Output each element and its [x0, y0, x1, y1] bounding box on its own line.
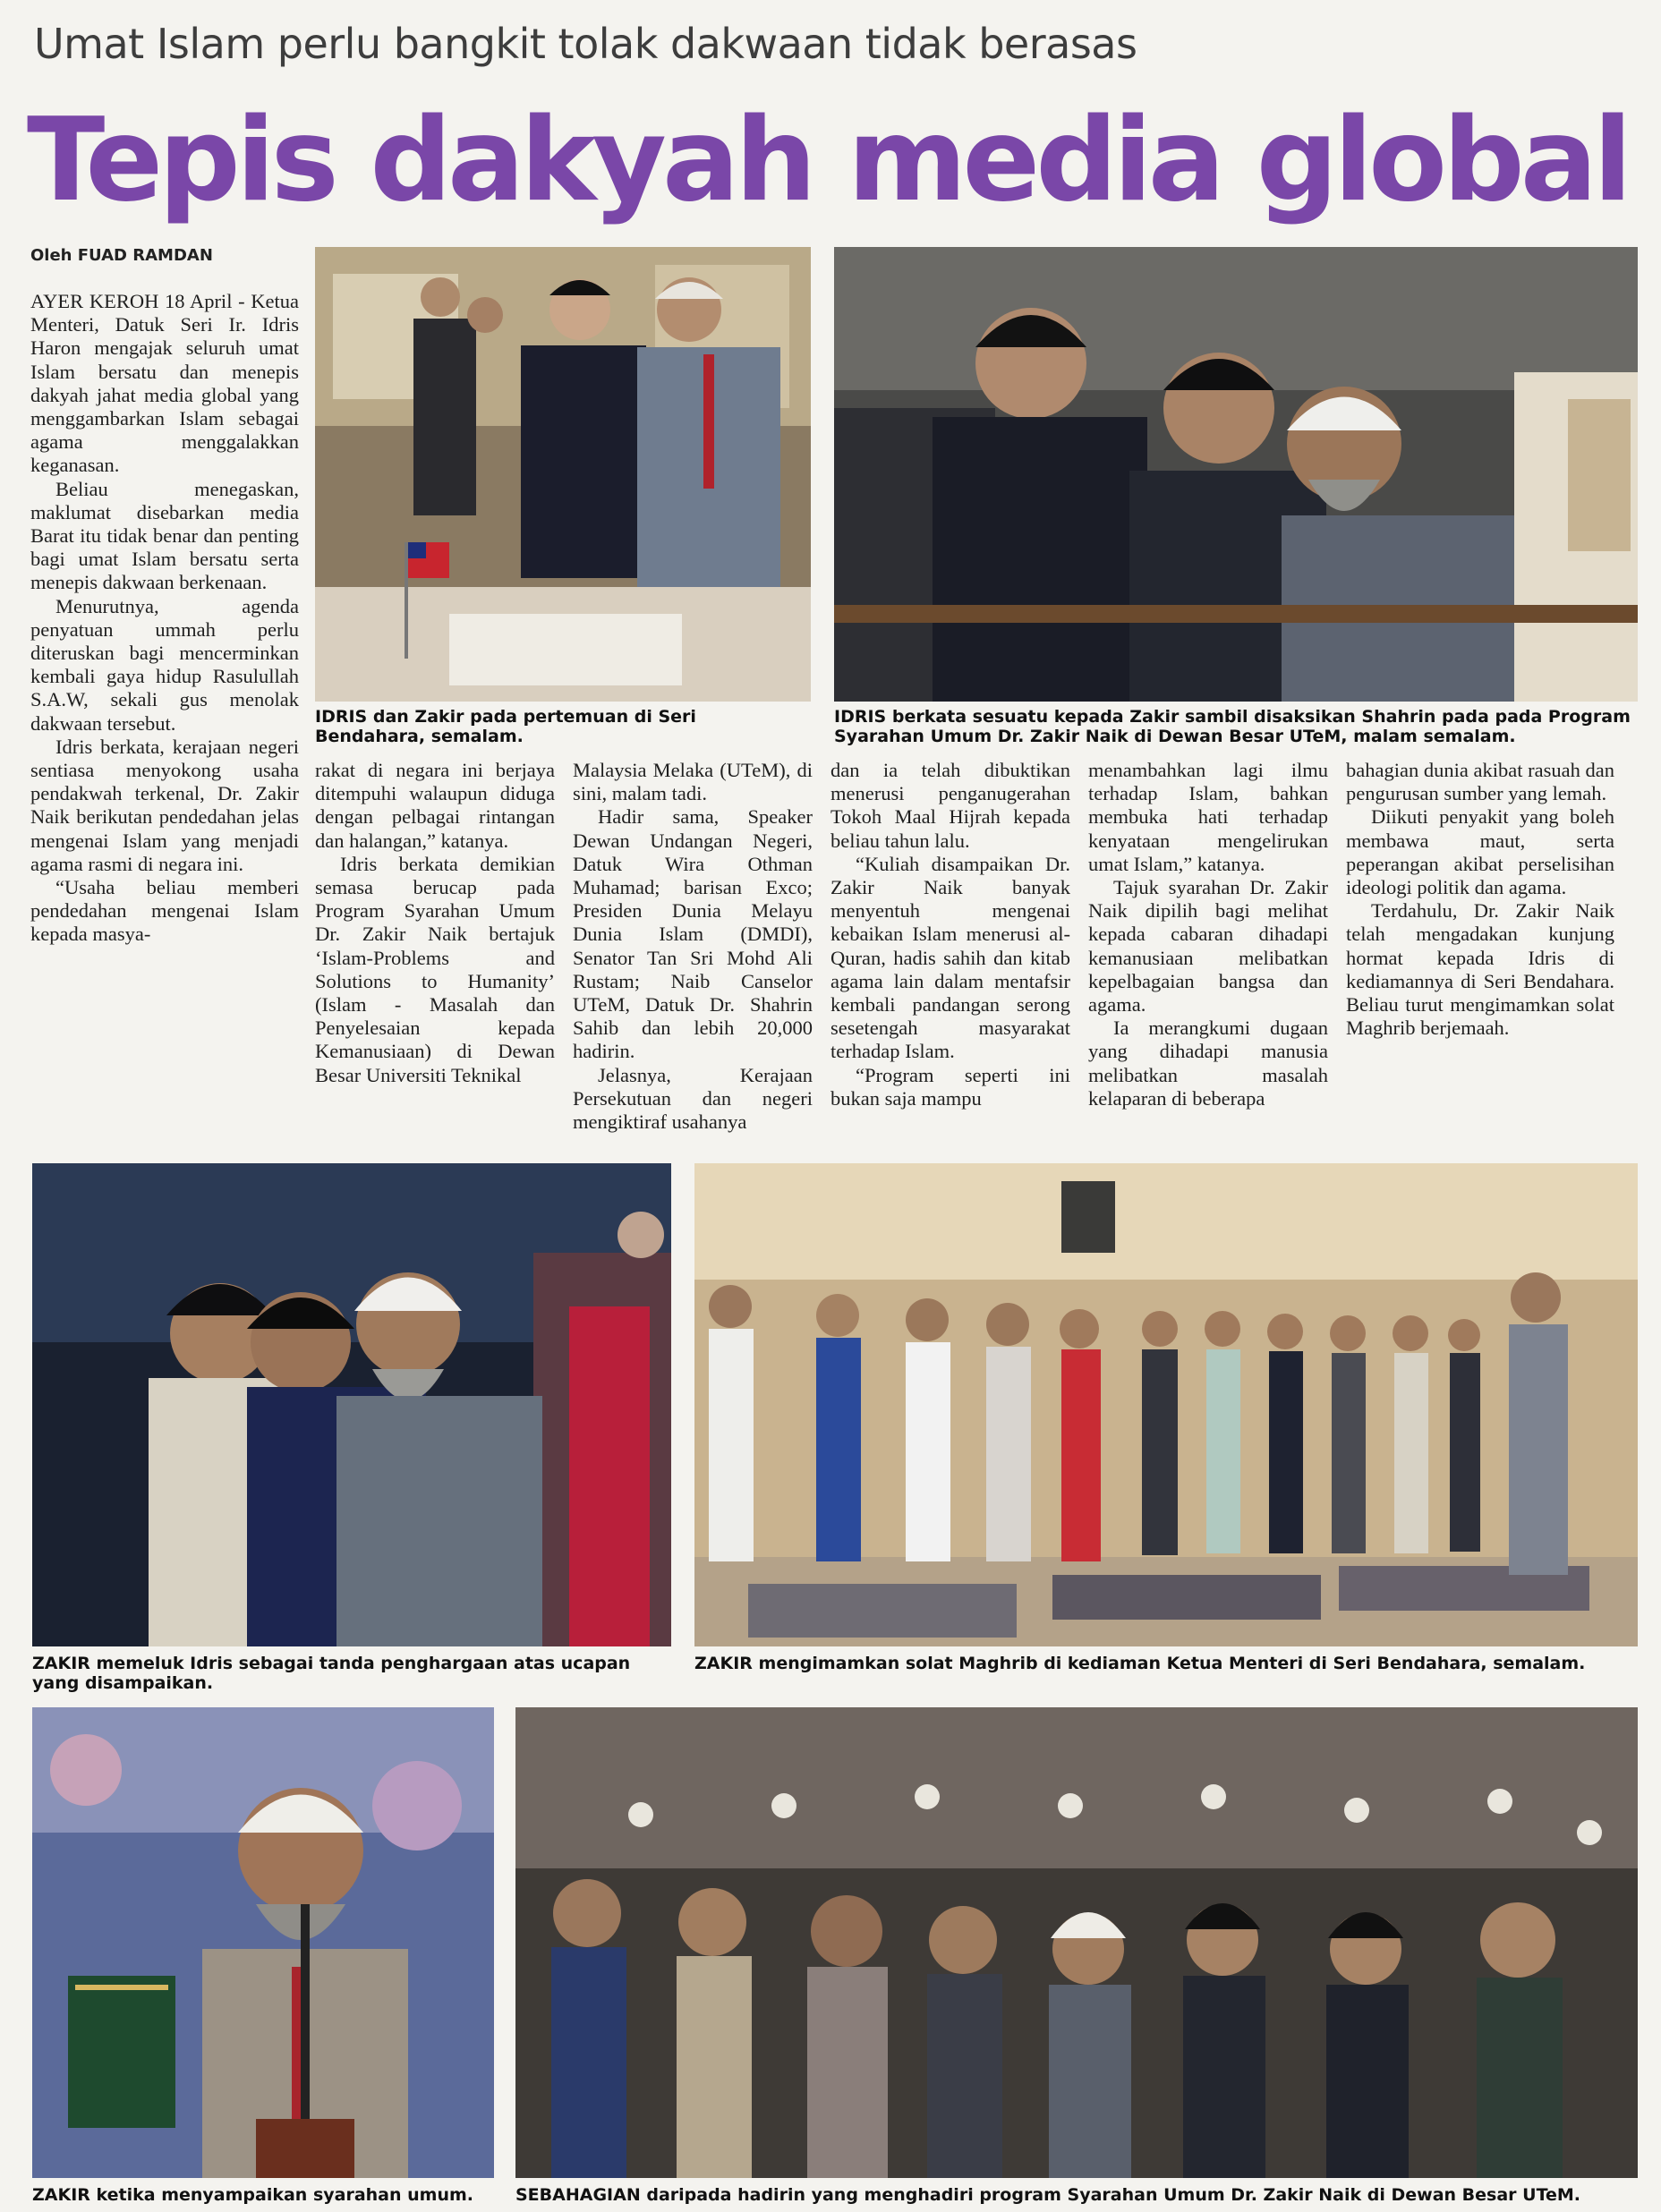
photo-prayer [694, 1163, 1638, 1646]
paragraph: Menurutnya, agenda penyatuan ummah perlu diteruskan bagi mencerminkan kembali gaya hidup Rasulullah S.A.W, sekali gus menolak dakwaan tersebut. [30, 594, 299, 735]
photo-conversation [834, 247, 1638, 702]
paragraph: Beliau menegaskan, maklumat disebarkan media Barat itu tidak benar dan penting bagi umat Islam bersatu serta menepis dakwaan berkenaan. [30, 477, 299, 594]
photo-handshake [315, 247, 811, 702]
photo-speech [32, 1707, 494, 2178]
paragraph: menambahkan lagi ilmu terhadap Islam, bahkan membuka hati terhadap kenyataan mengelirukan umat Islam,” katanya. [1088, 759, 1328, 875]
paragraph: “Program seperti ini bukan saja mampu [830, 1063, 1070, 1110]
paragraph: “Kuliah disampaikan Dr. Zakir Naik banyak menyentuh mengenai kebaikan Islam menerusi al-Quran, hadis sahih dan kitab agama lain dalam mentafsir kembali pandangan serong sesetengah masyarakat terhadap Islam. [830, 852, 1070, 1063]
caption-text: dan Zakir pada pertemuan di Seri Bendahara, semalam. [315, 707, 696, 746]
paragraph: Diikuti penyakit yang boleh membawa maut, serta peperangan akibat perselisihan ideologi politik dan agama. [1346, 805, 1614, 899]
photo-audience [515, 1707, 1638, 2178]
headline: Tepis dakyah media global [27, 94, 1628, 227]
caption-text: ketika menyampaikan syarahan umum. [89, 2185, 474, 2205]
caption-lead: IDRIS [315, 707, 368, 727]
caption-lead: ZAKIR [694, 1654, 753, 1673]
byline: Oleh FUAD RAMDAN [30, 246, 213, 265]
paragraph: rakat di negara ini berjaya ditempuhi walaupun diduga dengan pelbagai rintangan dan halangan,” katanya. [315, 759, 555, 852]
paragraph: bahagian dunia akibat rasuah dan pengurusan sumber yang lemah. [1346, 759, 1614, 805]
caption-photo-handshake [315, 707, 811, 750]
caption-text: daripada hadirin yang menghadiri program Syarahan Umum Dr. Zakir Naik di Dewan Besar UTeM. [640, 2185, 1581, 2205]
paragraph: Malaysia Melaka (UTeM), di sini, malam tadi. [573, 759, 813, 805]
caption-lead: SEBAHAGIAN [515, 2185, 641, 2205]
paragraph: “Usaha beliau memberi pendedahan mengenai Islam kepada masya- [30, 876, 299, 946]
caption-text: memeluk Idris sebagai tanda penghargaan atas ucapan yang disampaikan. [32, 1654, 631, 1693]
article-column-4 [830, 759, 1070, 1138]
paragraph: Idris berkata demikian semasa berucap pada Program Syarahan Umum Dr. Zakir Naik bertajuk ‘Islam-Problems and Solutions to Humanity’ (Islam - Masalah dan Penyelesaian kepada Kemanusiaan) di Dewan Besar Universiti Teknikal [315, 852, 555, 1086]
caption-photo-embrace [32, 1654, 671, 1697]
caption-photo-conversation [834, 707, 1638, 750]
article-column-5 [1088, 759, 1328, 1138]
paragraph: Idris berkata, kerajaan negeri sentiasa menyokong usaha pendakwah terkenal, Dr. Zakir Naik berikutan pendedahan jelas mengenai Islam yang menjadi agama rasmi di negara ini. [30, 735, 299, 875]
paragraph: Jelasnya, Kerajaan Persekutuan dan negeri mengiktiraf usahanya [573, 1063, 813, 1134]
caption-lead: ZAKIR [32, 1654, 90, 1673]
paragraph: dan ia telah dibuktikan menerusi penganugerahan Tokoh Maal Hijrah kepada beliau tahun lalu. [830, 759, 1070, 852]
caption-lead: IDRIS [834, 707, 887, 727]
paragraph: Ia merangkumi dugaan yang dihadapi manusia melibatkan masalah kelaparan di beberapa [1088, 1017, 1328, 1110]
paragraph: Hadir sama, Speaker Dewan Undangan Negeri, Datuk Wira Othman Muhamad; barisan Exco; Presiden Dunia Melayu Dunia Islam (DMDI), Senator Tan Sri Mohd Ali Rustam; Naib Canselor UTeM, Datuk Dr. Shahrin Sahib dan lebih 20,000 hadirin. [573, 805, 813, 1063]
paragraph: Terdahulu, Dr. Zakir Naik telah mengadakan kunjung hormat kepada Idris di kediamannya di Seri Bendahara. Beliau turut mengimamkan solat Maghrib berjemaah. [1346, 899, 1614, 1040]
caption-lead: ZAKIR [32, 2185, 90, 2205]
caption-text: mengimamkan solat Maghrib di kediaman Ketua Menteri di Seri Bendahara, semalam. [752, 1654, 1586, 1673]
article-column-2 [315, 759, 555, 1138]
article-column-6 [1346, 759, 1614, 1138]
photo-embrace [32, 1163, 671, 1646]
kicker: Umat Islam perlu bangkit tolak dakwaan tidak berasas [34, 20, 1137, 68]
caption-photo-prayer [694, 1654, 1638, 1677]
caption-text: berkata sesuatu kepada Zakir sambil disaksikan Shahrin pada pada Program Syarahan Umum Dr. Zakir Naik di Dewan Besar UTeM, malam semalam. [834, 707, 1631, 746]
caption-photo-speech [32, 2185, 494, 2208]
article-column-1 [30, 290, 299, 1138]
caption-photo-audience [515, 2185, 1638, 2208]
paragraph: Tajuk syarahan Dr. Zakir Naik dipilih bagi melihat kepada cabaran dihadapi kemanusiaan melibatkan kepelbagaian bangsa dan agama. [1088, 876, 1328, 1017]
paragraph: AYER KEROH 18 April - Ketua Menteri, Datuk Seri Ir. Idris Haron mengajak seluruh umat Islam bersatu dan menepis dakyah jahat media global yang menggambarkan Islam sebagai agama menggalakkan keganasan. [30, 290, 299, 477]
article-column-3 [573, 759, 813, 1138]
